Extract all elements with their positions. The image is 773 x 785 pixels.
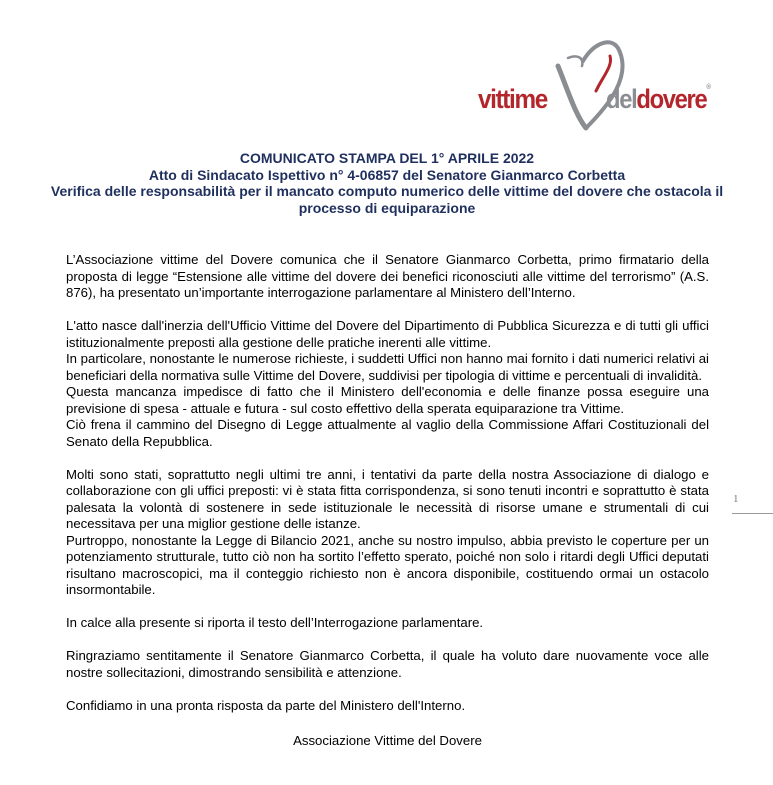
logo-registered-mark: ®	[706, 84, 710, 91]
paragraph-9: Ringraziamo sentitamente il Senatore Gianmarco Corbetta, il quale ha voluto dare nuovamente voce alle nostre sollecitazioni, dimostrando sensibilità e attenzione.	[66, 648, 709, 680]
paragraph-8: In calce alla presente si riporta il testo dell’Interrogazione parlamentare.	[66, 615, 484, 630]
press-release-heading	[40, 150, 734, 216]
paragraph-6: Molti sono stati, soprattutto negli ultimi tre anni, i tentativi da parte della nostra Associazione di dialogo e collaborazione con gli uffici preposti: vi è stata fitta corrispondenza, si sono tenuti incontri e soprattutto è stata palesata la volontà di sostenere in sede istituzionale le necessità di risorse umane e strumentali di cui necessitava per una miglior gestione delle istanze.	[66, 466, 709, 531]
logo-word-vittime: vittime	[478, 84, 547, 114]
signature: Associazione Vittime del Dovere	[293, 732, 482, 748]
heading-act: Atto di Sindacato Ispettivo n° 4-06857 del Senatore Gianmarco Corbetta	[148, 166, 626, 183]
logo-word-del: del	[606, 84, 637, 114]
logo-word-deldovere	[606, 84, 710, 115]
paragraph-7: Purtroppo, nonostante la Legge di Bilancio 2021, anche su nostro impulso, abbia previsto le coperture per un potenziamento strutturale, tutto ciò non ha sortito l’effetto sperato, poiché non solo i ritardi degli Uffici deputati risultano macroscopici, ma il conteggio richiesto non è ancora disponibile, costituendo ormai un ostacolo insormontabile.	[66, 532, 709, 597]
paragraph-4: Questa mancanza impedisce di fatto che il Ministero dell'economia e delle finanze possa eseguire una previsione di spesa - attuale e futura - sul costo effettivo della sperata equiparazione tra Vittime.	[66, 384, 709, 416]
page-number-rule	[732, 513, 773, 514]
association-logo	[478, 36, 713, 134]
press-release-body	[66, 252, 709, 749]
paragraph-1: L’Associazione vittime del Dovere comunica che il Senatore Gianmarco Corbetta, primo firmatario della proposta di legge “Estensione alle vittime del dovere dei benefici riconosciuti alle vittime del terrorismo” (A.S. 876), ha presentato un’importante interrogazione parlamentare al Ministero dell’Interno.	[66, 252, 709, 300]
heading-subject: Verifica delle responsabilità per il mancato computo numerico delle vittime del dovere che ostacola il processo di equiparazione	[50, 183, 724, 216]
paragraph-3: In particolare, nonostante le numerose richieste, i suddetti Uffici non hanno mai fornito i dati numerici relativi ai beneficiari della normativa sulle Vittime del Dovere, suddivisi per tipologia di vittime e percentuali di invalidità.	[66, 351, 709, 383]
page-number: 1	[733, 493, 739, 505]
logo-word-dovere: dovere	[636, 84, 707, 114]
paragraph-10: Confidiamo in una pronta risposta da parte del Ministero dell'Interno.	[66, 697, 466, 713]
heading-title: COMUNICATO STAMPA DEL 1° APRILE 2022	[239, 150, 535, 166]
paragraph-2: L'atto nasce dall'inerzia dell'Ufficio Vittime del Dovere del Dipartimento di Pubblica Sicurezza e di tutti gli uffici istituzionalmente preposti alla gestione delle pratiche inerenti alle vittime.	[66, 318, 709, 350]
paragraph-5: Ciò frena il cammino del Disegno di Legge attualmente al vaglio della Commissione Affari Costituzionali del Senato della Repubblica.	[66, 417, 709, 449]
